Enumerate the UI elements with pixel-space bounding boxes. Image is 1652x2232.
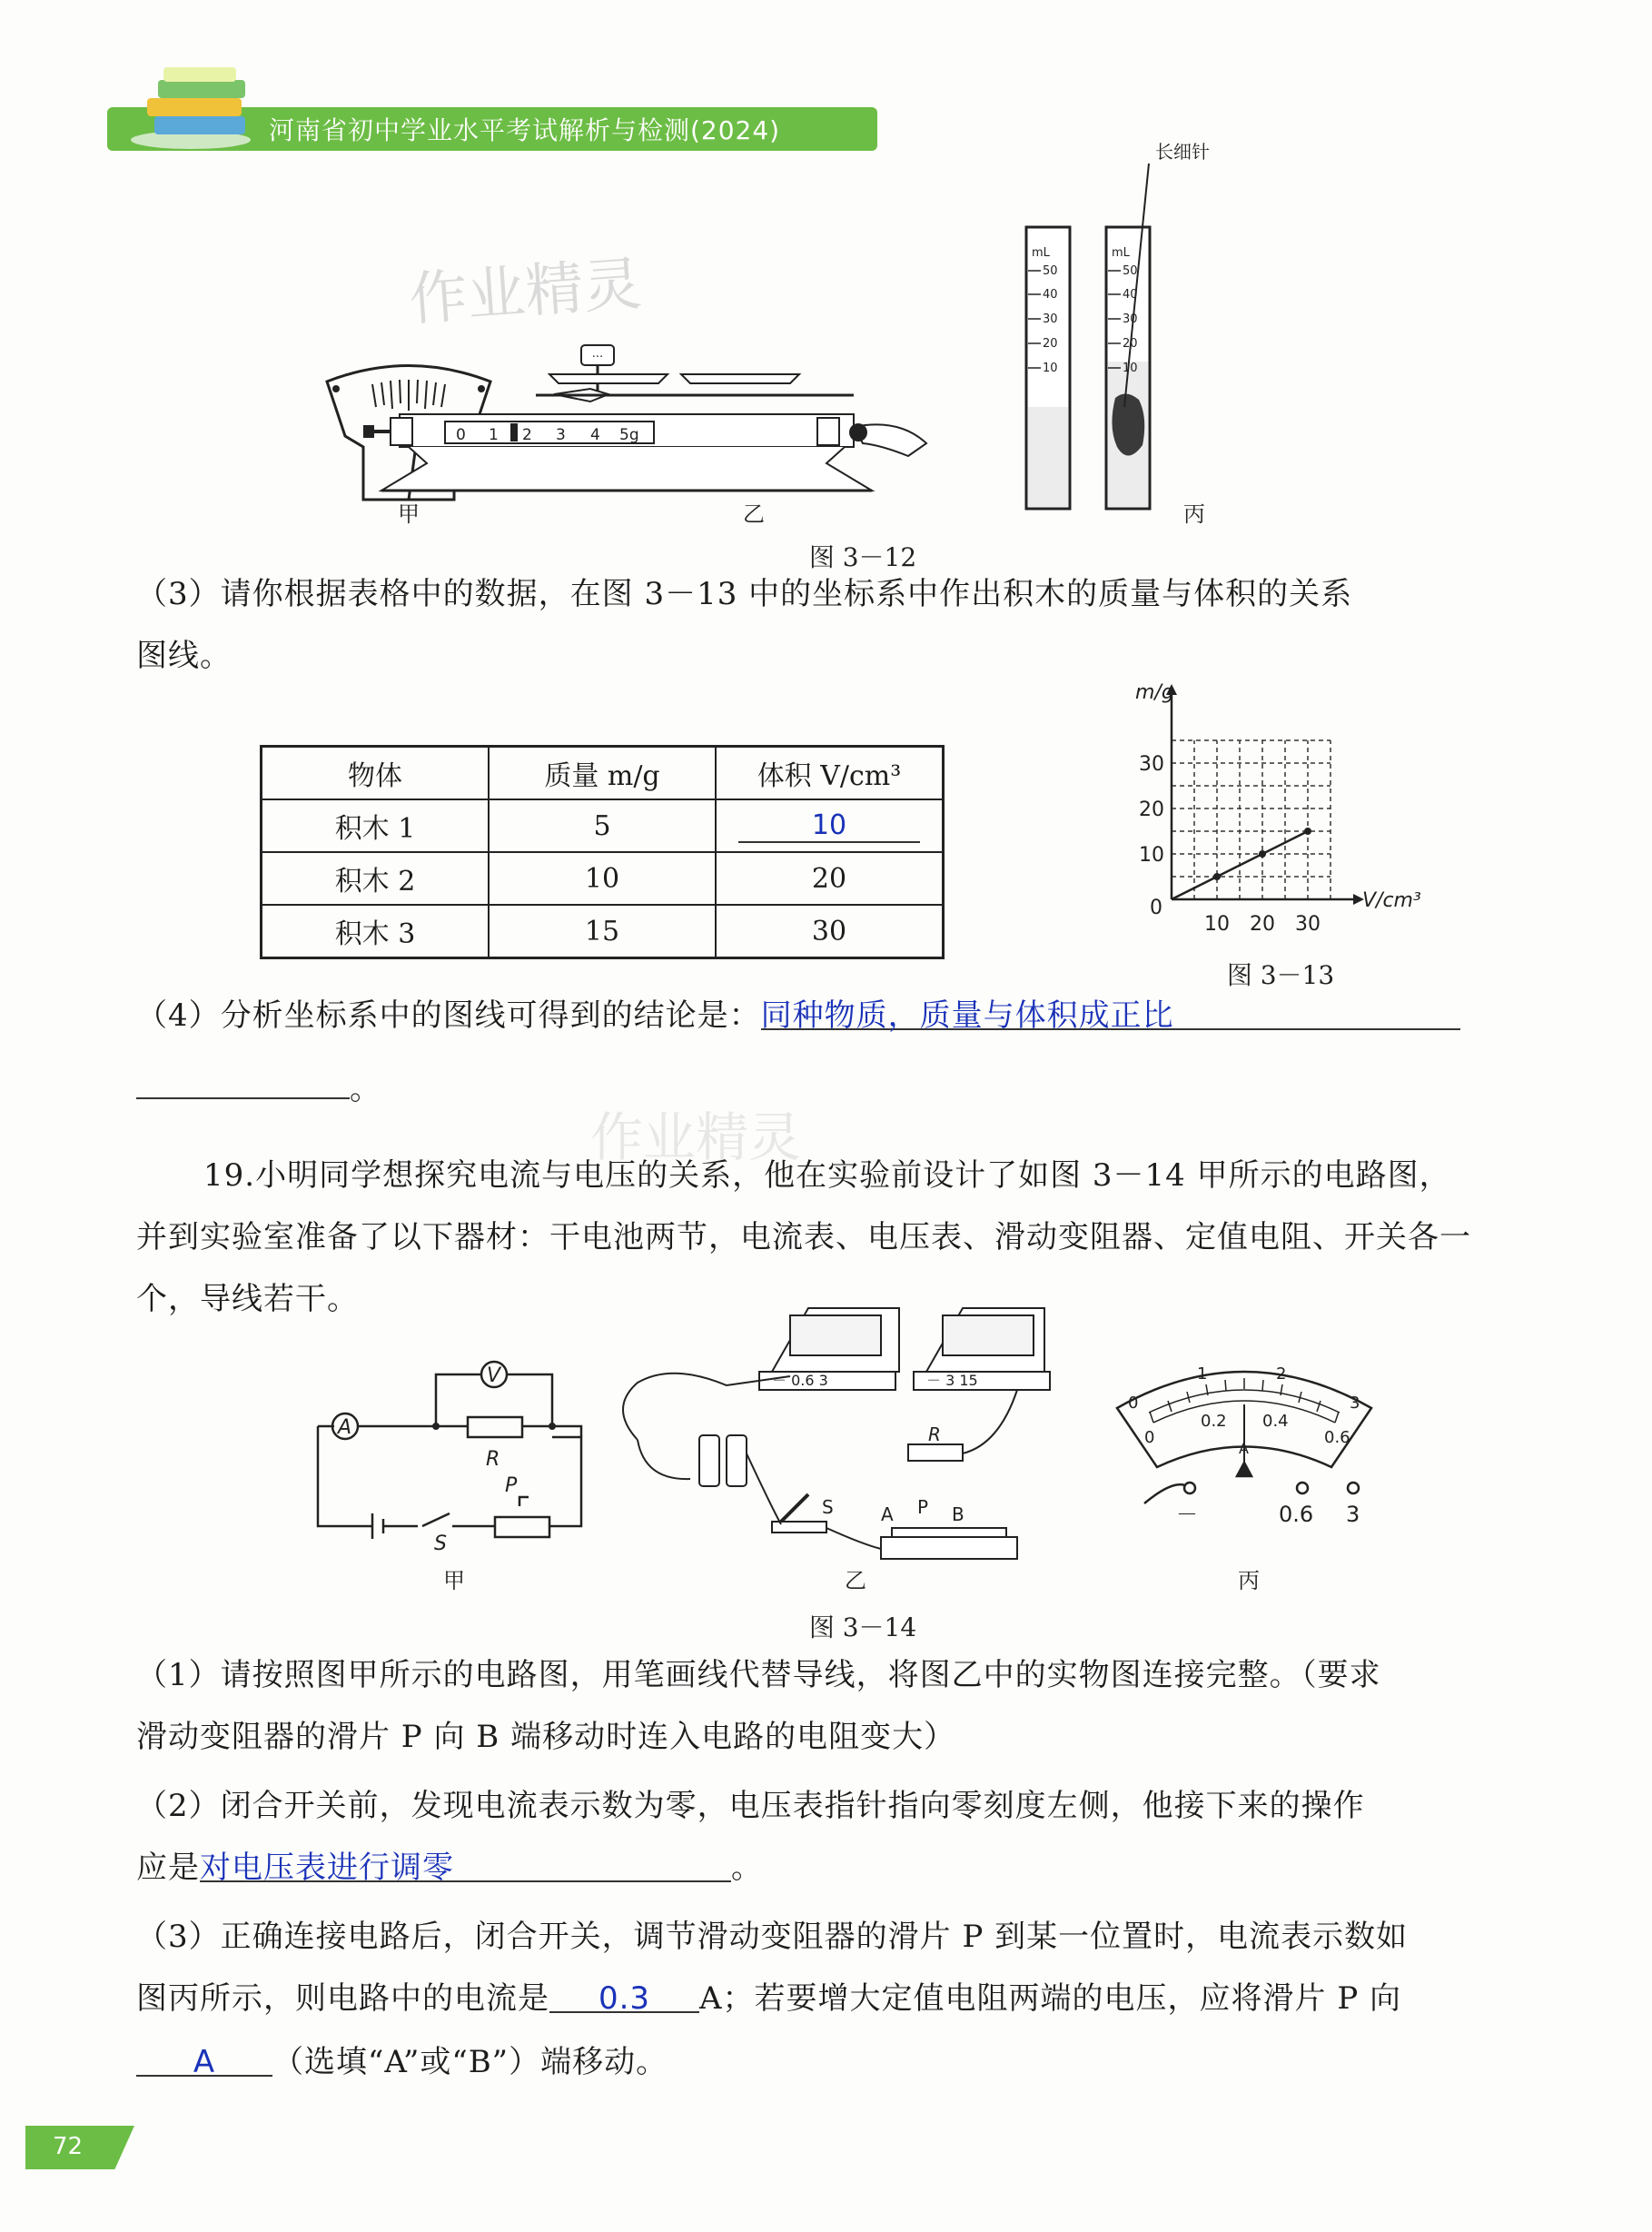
q19-1-line2: 滑动变阻器的滑片 P 向 B 端移动时连入电路的电阻变大）: [136, 1719, 956, 1755]
table-header-row: [262, 747, 944, 800]
q19-2-answer-blank: [200, 1837, 731, 1886]
x-tick-label: 20: [1250, 913, 1275, 936]
switch-symbol: S: [434, 1533, 447, 1555]
svg-text:0: 0: [1128, 1394, 1139, 1413]
table-header: 体积 V/cm³: [716, 747, 944, 800]
svg-text:50: 50: [1123, 264, 1138, 278]
figure-3-13-caption: 图 3－13: [1226, 960, 1335, 990]
q19-3-line1: （3）正确连接电路后，闭合开关，调节滑动变阻器的滑片 P 到某一位置时，电流表示数如: [136, 1919, 1409, 1955]
x-tick-label: 30: [1295, 913, 1321, 936]
kit-a-label: A: [881, 1503, 894, 1525]
label-jia: 甲: [398, 501, 420, 527]
beam-balance: [363, 345, 926, 491]
circuit-diagram: [318, 1362, 581, 1539]
figure-3-12-caption: 图 3－12: [808, 542, 917, 572]
data-table: [260, 745, 945, 959]
balance-tick: 0: [456, 426, 466, 444]
label-bing: 丙: [1183, 501, 1205, 527]
ammeter-terminals: － 0.6 3: [772, 1372, 828, 1389]
cyl-unit: mL: [1032, 246, 1050, 260]
fig314-label-yi: 乙: [845, 1568, 866, 1593]
y-tick-label: 20: [1139, 799, 1164, 821]
q18-3-line1: （3）请你根据表格中的数据，在图 3－13 中的坐标系中作出积木的质量与体积的关系: [136, 576, 1353, 612]
mass-volume-chart: [1117, 681, 1444, 936]
data-point: [1259, 850, 1266, 858]
svg-text:0.2: 0.2: [1201, 1412, 1227, 1431]
table-row: [262, 852, 944, 905]
data-point: [1213, 873, 1221, 880]
svg-text:30: 30: [1123, 312, 1138, 326]
physical-kit: [623, 1308, 1050, 1559]
svg-text:20: 20: [1123, 337, 1138, 351]
needle-label: 长细针: [1155, 141, 1210, 163]
table-cell: 积木 1: [262, 799, 490, 852]
y-axis-label: m/g: [1135, 681, 1174, 704]
q19-line2: 并到实验室准备了以下器材：干电池两节，电流表、电压表、滑动变阻器、定值电阻、开关各一: [136, 1219, 1471, 1255]
balance-tick: 4: [590, 426, 600, 444]
table-header: 物体: [262, 747, 490, 800]
q19-3-prefix: 图丙所示，则电路中的电流是: [136, 1980, 549, 2017]
q18-4-suffix: 。: [350, 1071, 381, 1107]
label-yi: 乙: [743, 501, 765, 527]
table-cell: 5: [489, 799, 716, 852]
table-header: 质量 m/g: [489, 747, 716, 800]
svg-text:2: 2: [1276, 1364, 1287, 1384]
fig314-label-bing: 丙: [1238, 1568, 1260, 1593]
fig314-label-jia: 甲: [443, 1568, 465, 1593]
voltmeter-terminals: － 3 15: [926, 1372, 978, 1389]
q19-2-line1: （2）闭合开关前，发现电流表示数为零，电压表指针指向零刻度左侧，他接下来的操作: [136, 1788, 1365, 1824]
q18-4: [136, 985, 1553, 1047]
watermark-2: 作业精灵: [590, 1106, 802, 1168]
cyl-unit: mL: [1112, 246, 1130, 260]
origin-label: 0: [1150, 897, 1162, 919]
kit-resistor-label: R: [928, 1424, 941, 1445]
voltmeter-symbol: V: [487, 1364, 501, 1387]
table-cell: 积木 3: [262, 905, 490, 958]
balance-tick: 5g: [619, 426, 639, 444]
svg-text:···: ···: [591, 351, 604, 364]
volume-answer: 10: [738, 809, 920, 843]
svg-text:10: 10: [1123, 362, 1138, 375]
books-icon: [127, 62, 263, 153]
svg-text:0.4: 0.4: [1262, 1412, 1289, 1431]
kit-switch-label: S: [822, 1496, 834, 1518]
kit-b-label: B: [952, 1503, 964, 1525]
meter-terminal: 3: [1346, 1502, 1360, 1527]
q18-3-line2: 图线。: [136, 638, 232, 674]
svg-text:1: 1: [1197, 1364, 1208, 1384]
header-title: 河南省初中学业水平考试解析与检测(2024): [269, 115, 781, 145]
meter-terminal: 0.6: [1279, 1502, 1314, 1527]
q19-2-answer: 对电压表进行调零: [200, 1850, 454, 1886]
q19-3-middle: A；若要增大定值电阻两端的电压，应将滑片 P 向: [699, 1980, 1402, 2017]
slider-symbol: P: [505, 1474, 518, 1497]
svg-text:0.6: 0.6: [1324, 1428, 1350, 1447]
ammeter-symbol: A: [338, 1416, 352, 1439]
figure-3-12: [309, 141, 1399, 536]
table-row: [262, 905, 944, 958]
svg-text:40: 40: [1123, 288, 1138, 302]
q19-3-answer1: 0.3: [598, 1980, 651, 2017]
balance-tick: 1: [489, 426, 499, 444]
q19-2-line2: [136, 1837, 1553, 1899]
balance-tick: 2: [522, 426, 532, 444]
svg-text:30: 30: [1043, 312, 1058, 326]
svg-text:50: 50: [1043, 264, 1058, 278]
q18-4-answer: 同种物质，质量与体积成正比: [760, 997, 1174, 1034]
balance-tick: 3: [556, 426, 566, 444]
q19-line1: 19.小明同学想探究电流与电压的关系，他在实验前设计了如图 3－14 甲所示的电路图，: [203, 1157, 1451, 1194]
q18-4-prefix: （4）分析坐标系中的图线可得到的结论是：: [136, 997, 761, 1034]
figure-3-14-caption: 图 3－14: [808, 1612, 917, 1642]
svg-text:40: 40: [1043, 288, 1058, 302]
q19-2-suffix: 。: [731, 1850, 763, 1886]
measuring-cylinders: [1026, 141, 1210, 509]
data-point: [1304, 828, 1311, 835]
q19-3-line3: [136, 2031, 1553, 2093]
table-cell-answer: [716, 799, 944, 852]
table-row: [262, 799, 944, 852]
q19-line3: 个，导线若干。: [136, 1281, 359, 1317]
q18-4-answer-blank: [760, 985, 1460, 1034]
q18-4-blank-2: [136, 1054, 350, 1099]
q19-3-answer2-blank: [136, 2031, 272, 2080]
x-axis-label: V/cm³: [1362, 889, 1421, 912]
table-cell: 积木 2: [262, 852, 490, 905]
kit-p-label: P: [917, 1496, 929, 1518]
svg-text:0: 0: [1144, 1428, 1155, 1447]
svg-text:20: 20: [1043, 337, 1058, 351]
meter-terminal: －: [1176, 1502, 1198, 1527]
svg-text:10: 10: [1043, 362, 1058, 375]
table-cell: 10: [489, 852, 716, 905]
y-tick-label: 30: [1139, 753, 1164, 776]
meter-unit: A: [1239, 1440, 1249, 1457]
svg-text:3: 3: [1350, 1394, 1360, 1413]
q19-2-prefix: 应是: [136, 1850, 200, 1886]
table-cell: 30: [716, 905, 944, 958]
q18-4-line2: [136, 1054, 1553, 1120]
q19-3-answer2: A: [193, 2044, 216, 2080]
watermark: 作业精灵: [407, 251, 644, 334]
q19-3-suffix: （选填“A”或“B”）端移动。: [272, 2044, 668, 2080]
resistor-symbol: R: [486, 1448, 500, 1471]
q19-3-answer1-blank: [549, 1968, 699, 2017]
y-tick-label: 10: [1139, 844, 1164, 867]
figure-3-14: [300, 1299, 1444, 1599]
table-cell: 20: [716, 852, 944, 905]
table-cell: 15: [489, 905, 716, 958]
q19-1-line1: （1）请按照图甲所示的电路图，用笔画线代替导线，将图乙中的实物图连接完整。（要求: [136, 1657, 1381, 1693]
q19-3-line2: [136, 1968, 1553, 2029]
x-tick-label: 10: [1204, 913, 1230, 936]
page-number: 72: [53, 2133, 84, 2160]
